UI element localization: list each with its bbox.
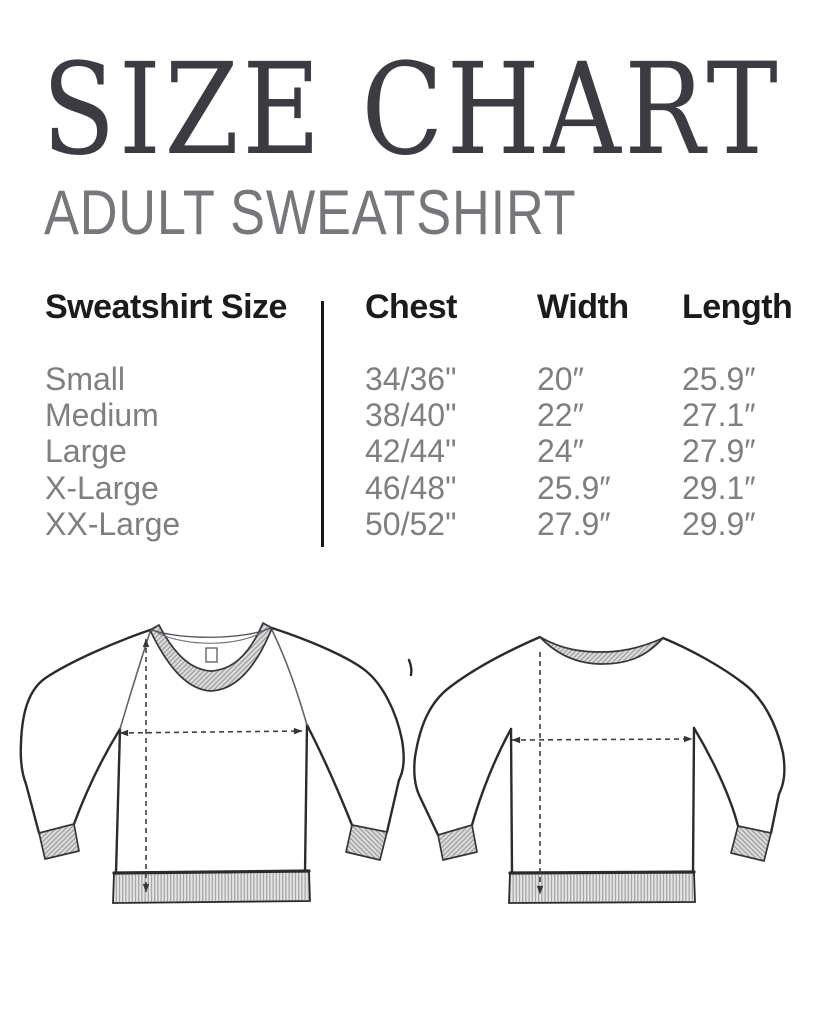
- page-title: SIZE CHART: [42, 36, 782, 183]
- back-torso-fill: [511, 640, 694, 873]
- cell-length: 27.9″: [682, 433, 756, 470]
- sweatshirt-back-diagram-icon: [400, 590, 819, 1024]
- column-header-length: Length: [682, 288, 793, 326]
- cell-length: 29.9″: [682, 505, 756, 542]
- cell-size: Large: [45, 433, 127, 470]
- cell-width: 20″: [537, 361, 584, 397]
- cell-length: 25.9″: [682, 361, 756, 397]
- cell-length: 27.1″: [682, 397, 756, 434]
- cell-size: XX-Large: [45, 505, 181, 542]
- cell-size: Small: [45, 361, 126, 397]
- table-header-row: [0, 288, 819, 327]
- cell-width: 27.9″: [537, 505, 611, 542]
- cell-chest: 38/40": [365, 397, 457, 434]
- sweatshirt-front-diagram-icon: [0, 590, 420, 1024]
- page-subtitle: ADULT SWEATSHIRT: [44, 178, 577, 248]
- table-row: [0, 397, 819, 433]
- front-torso-fill: [116, 628, 307, 873]
- cell-width: 22″: [537, 397, 584, 434]
- cell-size: Medium: [45, 397, 159, 434]
- column-header-size: Sweatshirt Size: [45, 288, 287, 326]
- cell-chest: 50/52": [365, 505, 457, 542]
- column-header-chest: Chest: [365, 288, 457, 326]
- cell-size: X-Large: [45, 469, 159, 506]
- table-row: [0, 361, 819, 397]
- cell-chest: 34/36": [365, 361, 457, 397]
- cell-chest: 46/48": [365, 469, 457, 506]
- column-header-width: Width: [537, 288, 629, 326]
- back-hem-rib: [509, 872, 695, 903]
- table-row: [0, 470, 819, 506]
- cell-width: 25.9″: [537, 469, 611, 506]
- table-row: [0, 433, 819, 469]
- front-right-cuff-rib: [346, 825, 387, 860]
- cell-chest: 42/44": [365, 433, 457, 470]
- front-hem-rib: [113, 871, 310, 903]
- table-row: [0, 506, 819, 542]
- table-body: [0, 361, 819, 542]
- front-neck-tag: [206, 648, 217, 662]
- cell-length: 29.1″: [682, 469, 756, 506]
- cell-width: 24″: [537, 433, 584, 470]
- back-right-cuff-rib: [731, 826, 771, 861]
